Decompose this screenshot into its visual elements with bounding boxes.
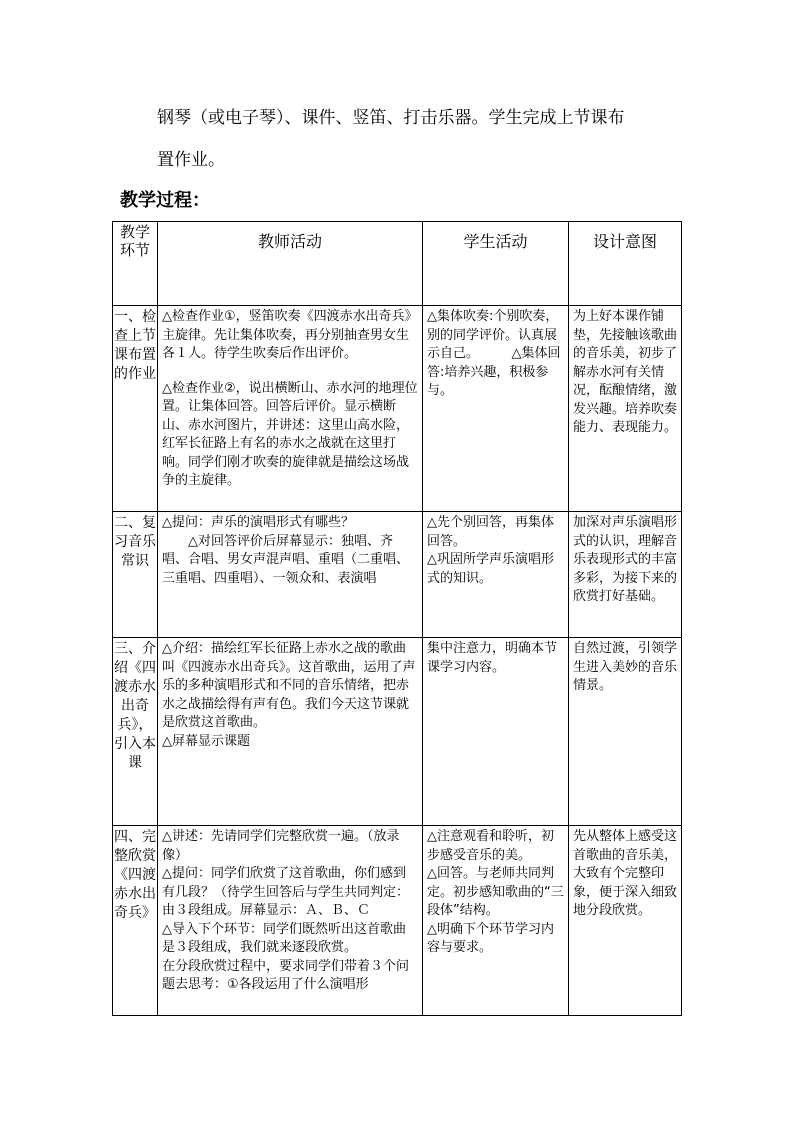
row-stage: 一、检查上节课布置的作业 [113,306,158,512]
intro-line-1: 钢琴（或电子琴）、课件、竖笛、打击乐器。学生完成上节课布 [157,108,625,128]
teacher-paragraph: 在分段欣赏过程中，要求同学们带着３个问题去思考：①各段运用了什么演唱形 [162,958,410,992]
teacher-paragraph: △对回答评价后屏幕显示：独唱、齐唱、合唱、男女声混声唱、重唱（二重唱、三重唱、四重唱）、一领众和、表演唱 [162,533,410,586]
header-teacher: 教师活动 [158,222,423,306]
header-design: 设计意图 [569,222,682,306]
student-paragraph: 集中注意力，明确本节课学习内容。 [427,641,558,675]
header-stage: 教学环节 [113,222,158,306]
teacher-paragraph: △屏幕显示课题 [162,733,250,749]
student-paragraph: △回答。与老师共同判定。初步感知歌曲的“三段体”结构。 [427,866,564,918]
paragraph-spacer [162,364,418,380]
row-design-intent: 加深对声乐演唱形式的认识，理解音乐表现形式的丰富多彩，为接下来的欣赏打好基础。 [569,512,682,638]
row-design-intent: 先从整体上感受这首歌曲的音乐美，大致有个完整印象，便于深入细致地分段欣赏。 [569,826,682,1016]
row-stage: 四、完整欣赏《四渡赤水出奇兵》 [113,826,158,1016]
row-student-activity [423,826,569,1016]
row-stage: 二、复习音乐常识 [113,512,158,638]
teacher-paragraph: △检查作业①，竖笛吹奏《四渡赤水出奇兵》主旋律。先让集体吹奏，再分别抽查男女生各１人。待学生吹奏后作出评价。 [162,309,418,361]
row-design-intent: 为上好本课作铺垫，先接触该歌曲的音乐美，初步了解赤水河有关情况，酝酿情绪，激发兴趣。培养吹奏能力、表现能力。 [569,306,682,512]
teacher-paragraph: △提问：声乐的演唱形式有哪些？ [162,515,354,530]
teaching-process-table [112,221,682,1016]
student-paragraph: △明确下个环节学习内容与要求。 [427,921,554,955]
student-paragraph: △注意观看和聆听，初步感受音乐的美。 [427,829,554,863]
teacher-paragraph: △导入下个环节：同学们既然听出这首歌曲是３段组成，我们就来逐段欣赏。 [162,921,406,955]
table-row [113,826,682,1016]
teacher-paragraph: △提问：同学们欣赏了这首歌曲，你们感到有几段？（待学生回答后与学生共同判定：由３段组成。屏幕显示：Ａ、Ｂ、Ｃ [162,866,410,918]
student-paragraph: △巩固所学声乐演唱形式的知识。 [427,552,554,586]
teacher-paragraph: △讲述：先请同学们完整欣赏一遍。（放录像） [162,829,400,863]
row-teacher-activity [158,306,423,512]
intro-line-2: 置作业。 [157,150,225,170]
row-teacher-activity [158,826,423,1016]
row-design-intent: 自然过渡，引领学生进入美妙的音乐情景。 [569,638,682,826]
row-student-activity [423,306,569,512]
row-student-activity [423,512,569,638]
table-row [113,512,682,638]
student-paragraph: △先个别回答，再集体回答。 [427,515,554,549]
row-teacher-activity [158,512,423,638]
header-student: 学生活动 [423,222,569,306]
section-heading: 教学过程： [120,190,210,211]
table-row [113,306,682,512]
table-header-row [113,222,682,306]
teacher-paragraph: △检查作业②，说出横断山、赤水河的地理位置。让集体回答。回答后评价。显示横断山、赤水河图片，并讲述：这里山高水险，红军长征路上有名的赤水之战就在这里打响。同学们刚才吹奏的旋律就是描绘这场战争的主旋律。 [162,380,418,488]
table-row [113,638,682,826]
row-student-activity [423,638,569,826]
row-teacher-activity [158,638,423,826]
student-paragraph: △集体吹奏:个别吹奏，别的同学评价。认真展示自己。 △集体回答:培养兴趣，积极参与。 [427,309,561,398]
teacher-paragraph: △介绍：描绘红军长征路上赤水之战的歌曲叫《四渡赤水出奇兵》。这首歌曲，运用了声乐的多种演唱形式和不同的音乐情绪，把赤水之战描绘得有声有色。我们今天这节课就是欣赏这首歌曲。 [162,641,416,730]
row-stage: 三、介绍《四渡赤水出奇兵》，引入本课 [113,638,158,826]
